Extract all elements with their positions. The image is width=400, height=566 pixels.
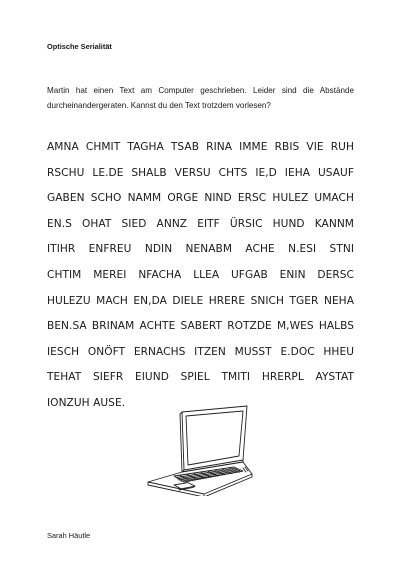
puzzle-line-11: IONZUH AUSE. (47, 396, 126, 409)
puzzle-line-4: EN.S OHAT SIED ANNZ EITF ÜRSIC HUND KANNM (47, 217, 354, 230)
puzzle-line-9: IESCH ONÖFT ERNACHS ITZEN MUSST E.DOC HHEU (47, 345, 354, 358)
puzzle-line-8: BEN.SA BRINAM ACHTE SABERT ROTZDE M,WES HALBS (47, 320, 354, 333)
laptop-icon (144, 404, 256, 496)
puzzle-line-6: CHTIM MEREI NFACHA LLEA UFGAB ENIN DERSC (47, 268, 354, 281)
puzzle-line-7: HULEZU MACH EN,DA DIELE HRERE SNICH TGER NEHA (47, 294, 354, 307)
puzzle-text (47, 138, 354, 420)
puzzle-line-10: TEHAT SIEFR EIUND SPIEL TMITI HRERPL AYSTAT (47, 371, 354, 384)
puzzle-line-3: GABEN SCHO NAMM ORGE NIND ERSC HULEZ UMACH (47, 192, 354, 205)
puzzle-line-2: RSCHU LE.DE SHALB VERSU CHTS IE,D IEHA USAUF (47, 166, 354, 179)
instructions-text: Martin hat einen Text am Computer geschrieben. Leider sind die Abstände durcheinandergeraten. Kannst du den Text trotzdem vorlesen? (47, 86, 354, 110)
page-title: Optische Serialität (47, 42, 112, 51)
puzzle-line-1: AMNA CHMIT TAGHA TSAB RINA IMME RBIS VIE RUH (47, 141, 354, 153)
author-name: Sarah Häutle (47, 531, 91, 540)
puzzle-line-5: ITIHR ENFREU NDIN NENABM ACHE N.ESI STNI (47, 243, 354, 256)
